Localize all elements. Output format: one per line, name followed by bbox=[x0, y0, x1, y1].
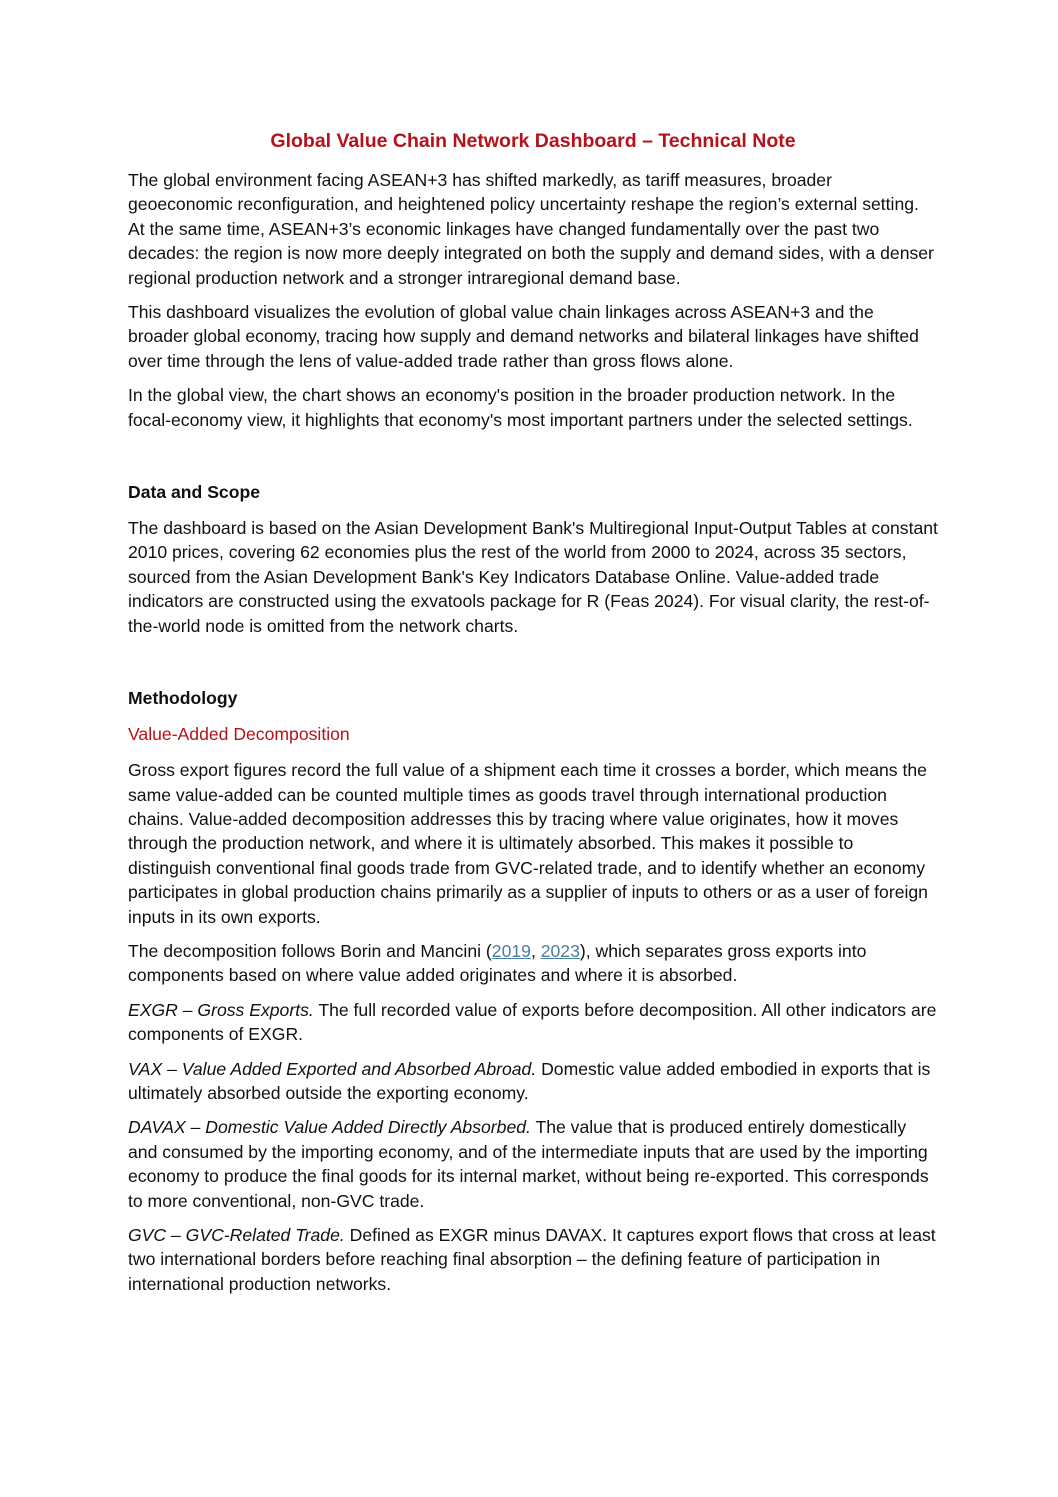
value-added-decomposition-subheading: Value-Added Decomposition bbox=[128, 724, 350, 745]
definition-text: The full recorded value of exports before decomposition. All other indicators are components of EXGR. bbox=[128, 999, 937, 1045]
definition-term: GVC – GVC-Related Trade. bbox=[128, 1225, 345, 1245]
definition-exgr bbox=[128, 998, 938, 1047]
intro-paragraph-2: This dashboard visualizes the evolution of global value chain linkages across ASEAN+3 and the broader global economy, tracing how supply and demand networks and bilateral linkages have shifted over time through the lens of value-added trade rather than gross flows alone. bbox=[128, 302, 919, 371]
intro-paragraph-1: The global environment facing ASEAN+3 has shifted markedly, as tariff measures, broader geoeconomic reconfiguration, and heightened policy uncertainty reshape the region’s external setting. At the same time, ASEAN+3’s economic linkages have changed fundamentally over the past two decades: the region is now more deeply integrated on both the supply and demand sides, with a denser regional production network and a stronger intraregional demand base. bbox=[128, 170, 934, 288]
document-title: Global Value Chain Network Dashboard – Technical Note bbox=[270, 130, 796, 152]
document-page bbox=[128, 128, 938, 1306]
definition-text: Defined as EXGR minus DAVAX. It captures export flows that cross at least two international borders before reaching final absorption – the defining feature of participation in international production networks. bbox=[128, 1225, 936, 1294]
definition-gvc bbox=[128, 1223, 938, 1296]
data-scope-heading: Data and Scope bbox=[128, 482, 260, 503]
definition-davax bbox=[128, 1115, 938, 1213]
definition-vax bbox=[128, 1057, 938, 1106]
definition-text: Domestic value added embodied in exports that is ultimately absorbed outside the exporting economy. bbox=[128, 1058, 931, 1103]
text-span: , bbox=[530, 940, 541, 961]
definition-term: DAVAX – Domestic Value Added Directly Absorbed. bbox=[128, 1117, 531, 1138]
definition-term: VAX – Value Added Exported and Absorbed Abroad. bbox=[128, 1058, 537, 1079]
text-span: The decomposition follows Borin and Mancini ( bbox=[128, 940, 492, 961]
intro-paragraph-3: In the global view, the chart shows an economy's position in the broader production network. In the focal-economy view, it highlights that economy's most important partners under the selected settings. bbox=[128, 385, 913, 430]
citation-link-2019[interactable]: 2019 bbox=[491, 940, 531, 961]
text-span: ), which separates gross exports into components based on where value added originates and where it is absorbed. bbox=[128, 940, 867, 986]
citation-link-2023[interactable]: 2023 bbox=[540, 940, 580, 961]
definition-text: The value that is produced entirely domestically and consumed by the importing economy, and of the intermediate inputs that are used by the importing economy to produce the final goods for its internal market, without being re-exported. This corresponds to more conventional, non-GVC trade. bbox=[128, 1117, 929, 1211]
definition-term: EXGR – Gross Exports. bbox=[128, 999, 314, 1020]
methodology-paragraph-2 bbox=[128, 939, 938, 988]
data-scope-paragraph: The dashboard is based on the Asian Development Bank's Multiregional Input-Output Tables at constant 2010 prices, covering 62 economies plus the rest of the world from 2000 to 2024, across 35 sectors, sourced from the Asian Development Bank's Key Indicators Database Online. Value-added trade indicators are constructed using the exvatools package for R (Feas 2024). For visual clarity, the rest-of-the-world node is omitted from the network charts. bbox=[128, 518, 938, 636]
methodology-heading: Methodology bbox=[128, 688, 238, 709]
methodology-paragraph-1: Gross export figures record the full value of a shipment each time it crosses a border, which means the same value-added can be counted multiple times as goods travel through international production chains. Value-added decomposition addresses this by tracing where value originates, how it moves through the production network, and where it is ultimately absorbed. This makes it possible to distinguish conventional final goods trade from GVC-related trade, and to identify whether an economy participates in global production chains primarily as a supplier of inputs to others or as a user of foreign inputs in its own exports. bbox=[128, 760, 928, 927]
